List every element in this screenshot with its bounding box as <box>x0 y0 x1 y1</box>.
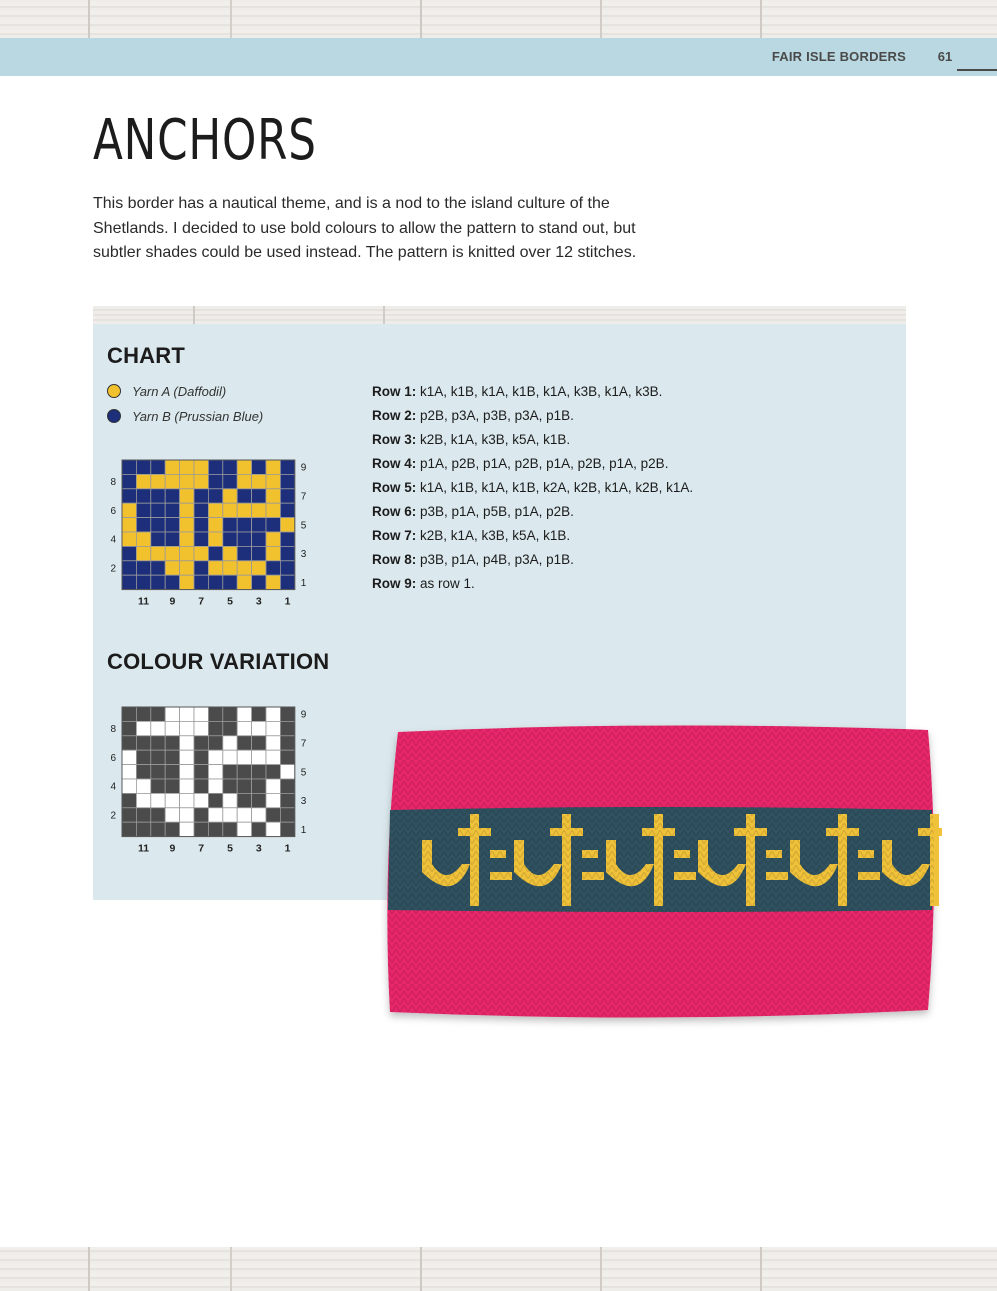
chart-cell <box>165 765 179 779</box>
chart-cell <box>208 518 222 532</box>
chart-cell <box>165 503 179 517</box>
chart-cell <box>208 750 222 764</box>
chart-cell <box>223 518 237 532</box>
chart-cell <box>266 503 280 517</box>
chart-cell <box>122 489 136 503</box>
instruction-row <box>372 452 812 476</box>
chart-cell <box>151 503 165 517</box>
chart-cell <box>208 736 222 750</box>
chart-cell <box>151 460 165 474</box>
instruction-row-label: Row 5: <box>372 480 417 495</box>
chart-cell <box>136 750 150 764</box>
instruction-row-label: Row 4: <box>372 456 417 471</box>
chart-cell <box>180 779 194 793</box>
chart-axis-label: 1 <box>300 577 307 589</box>
chart-cell <box>136 793 150 807</box>
chart-cell <box>194 546 208 560</box>
chart-axis-label: 9 <box>300 709 307 721</box>
chart-cell <box>223 750 237 764</box>
colour-variation-heading: COLOUR VARIATION <box>107 649 330 674</box>
chart-cell <box>252 793 266 807</box>
chart-cell <box>280 575 294 589</box>
chart-cell <box>194 707 208 721</box>
instruction-row-text: p2B, p3A, p3B, p3A, p1B. <box>416 408 574 423</box>
chart-axis-label: 4 <box>110 781 116 793</box>
panel-wood-strip <box>93 306 906 324</box>
chart-cell <box>136 518 150 532</box>
chart-cell <box>252 474 266 488</box>
chart-cell <box>122 546 136 560</box>
chart-axis-label: 7 <box>300 491 307 503</box>
colour-variation-chart <box>100 697 320 857</box>
chart-cell <box>280 721 294 735</box>
chart-cell <box>252 822 266 836</box>
chart-cell <box>165 460 179 474</box>
chart-cell <box>165 546 179 560</box>
chart-cell <box>208 721 222 735</box>
chart-axis-label: 8 <box>110 477 116 489</box>
chart-cell <box>280 707 294 721</box>
chart-cell <box>280 561 294 575</box>
chart-cell <box>280 793 294 807</box>
chart-cell <box>151 561 165 575</box>
chart-cell <box>151 822 165 836</box>
yarn-a-swatch <box>107 384 121 398</box>
chart-axis-label: 3 <box>300 796 307 808</box>
chart-cell <box>151 779 165 793</box>
chart-cell <box>252 489 266 503</box>
chart-cell <box>208 575 222 589</box>
chart-cell <box>122 503 136 517</box>
chart-cell <box>237 532 251 546</box>
chart-axis-label: 3 <box>255 595 262 608</box>
chart-cell <box>194 750 208 764</box>
chart-cell <box>136 546 150 560</box>
chart-axis-label: 9 <box>169 595 176 608</box>
chart-cell <box>208 460 222 474</box>
chart-cell <box>165 518 179 532</box>
chart-axis-label: 3 <box>300 549 307 561</box>
chart-cell <box>266 532 280 546</box>
chart-axis-label: 5 <box>300 767 307 779</box>
chart-cell <box>180 460 194 474</box>
chart-cell <box>122 460 136 474</box>
chart-axis-label: 1 <box>284 595 291 608</box>
instruction-row-text: as row 1. <box>416 576 475 591</box>
chart-cell <box>223 532 237 546</box>
chart-axis-label: 11 <box>138 595 150 608</box>
chart-cell <box>223 546 237 560</box>
chart-axis-label: 1 <box>284 842 291 855</box>
chart-cell <box>194 503 208 517</box>
chart-cell <box>252 736 266 750</box>
chart-cell <box>122 707 136 721</box>
chart-cell <box>194 793 208 807</box>
legend-yarn-b-label: Yarn B (Prussian Blue) <box>132 408 264 424</box>
chart-cell <box>151 575 165 589</box>
chart-cell <box>180 736 194 750</box>
legend-yarn-a <box>107 382 226 400</box>
chart-cell <box>237 765 251 779</box>
chart-cell <box>122 793 136 807</box>
chart-cell <box>136 460 150 474</box>
chart-cell <box>165 532 179 546</box>
chart-cell <box>165 750 179 764</box>
chart-cell <box>165 575 179 589</box>
chart-cell <box>280 779 294 793</box>
chart-cell <box>252 532 266 546</box>
chart-cell <box>237 721 251 735</box>
chart-cell <box>208 546 222 560</box>
chart-cell <box>223 765 237 779</box>
chart-axis-label: 5 <box>227 595 233 608</box>
chart-cell <box>151 765 165 779</box>
chart-cell <box>237 822 251 836</box>
chart-cell <box>266 575 280 589</box>
chart-cell <box>180 707 194 721</box>
chart-cell <box>136 489 150 503</box>
chart-cell <box>266 779 280 793</box>
chart-axis-label: 2 <box>110 563 116 575</box>
chart-cell <box>122 808 136 822</box>
chart-cell <box>136 561 150 575</box>
chart-cell <box>252 460 266 474</box>
chart-axis-label: 6 <box>110 505 116 517</box>
page-number: 61 <box>937 49 953 64</box>
chart-cell <box>180 575 194 589</box>
chart-cell <box>237 518 251 532</box>
chart-cell <box>180 721 194 735</box>
chart-cell <box>122 575 136 589</box>
chart-cell <box>180 822 194 836</box>
chart-cell <box>151 721 165 735</box>
chart-axis-label: 7 <box>198 842 205 855</box>
chart-cell <box>151 736 165 750</box>
chart-cell <box>237 503 251 517</box>
chart-cell <box>122 561 136 575</box>
instruction-row-label: Row 9: <box>372 576 417 591</box>
chart-cell <box>266 489 280 503</box>
chart-heading: CHART <box>107 343 185 368</box>
chart-cell <box>180 518 194 532</box>
chart-cell <box>223 575 237 589</box>
chart-cell <box>165 779 179 793</box>
chart-cell <box>136 474 150 488</box>
chart-cell <box>151 808 165 822</box>
chart-cell <box>237 546 251 560</box>
chart-axis-label: 7 <box>198 595 205 608</box>
chart-axis-label: 1 <box>300 824 307 836</box>
instruction-row-text: k2B, k1A, k3B, k5A, k1B. <box>416 432 571 447</box>
chart-cell <box>266 707 280 721</box>
chart-cell <box>266 808 280 822</box>
chart-cell <box>194 518 208 532</box>
chart-cell <box>280 503 294 517</box>
chart-cell <box>122 532 136 546</box>
chart-cell <box>208 765 222 779</box>
chart-cell <box>280 474 294 488</box>
chart-cell <box>194 474 208 488</box>
chart-cell <box>136 721 150 735</box>
chart-cell <box>223 808 237 822</box>
chart-cell <box>237 561 251 575</box>
chart-cell <box>208 779 222 793</box>
chart-cell <box>237 808 251 822</box>
chart-cell <box>252 808 266 822</box>
chart-cell <box>252 721 266 735</box>
instruction-row <box>372 476 812 500</box>
chart-cell <box>266 474 280 488</box>
chart-cell <box>237 736 251 750</box>
chart-cell <box>136 779 150 793</box>
chart-cell <box>180 503 194 517</box>
wood-background-top <box>0 0 997 38</box>
chart-cell <box>252 750 266 764</box>
chart-cell <box>237 489 251 503</box>
chart-cell <box>223 561 237 575</box>
chart-cell <box>165 489 179 503</box>
instruction-row <box>372 572 812 596</box>
chart-cell <box>194 561 208 575</box>
chart-cell <box>180 808 194 822</box>
chart-cell <box>252 561 266 575</box>
chart-cell <box>194 489 208 503</box>
chart-cell <box>165 822 179 836</box>
wood-background-bottom <box>0 1247 997 1291</box>
chart-cell <box>237 750 251 764</box>
instruction-row <box>372 404 812 428</box>
instruction-row-text: p1A, p2B, p1A, p2B, p1A, p2B, p1A, p2B. <box>416 456 669 471</box>
chart-axis-label: 7 <box>300 738 307 750</box>
chart-cell <box>266 546 280 560</box>
chart-cell <box>151 707 165 721</box>
chart-cell <box>280 736 294 750</box>
chart-cell <box>151 532 165 546</box>
chart-cell <box>122 721 136 735</box>
chart-cell <box>194 460 208 474</box>
chart-cell <box>136 765 150 779</box>
instruction-row <box>372 500 812 524</box>
chart-cell <box>194 765 208 779</box>
chart-cell <box>122 736 136 750</box>
chart-cell <box>237 707 251 721</box>
chart-cell <box>280 532 294 546</box>
page-number-rule <box>957 69 997 71</box>
chart-cell <box>151 518 165 532</box>
chart-cell <box>122 779 136 793</box>
chart-cell <box>223 460 237 474</box>
instruction-row <box>372 548 812 572</box>
instruction-row <box>372 428 812 452</box>
instruction-row-label: Row 3: <box>372 432 417 447</box>
chart-axis-label: 9 <box>169 842 176 855</box>
instruction-row <box>372 380 812 404</box>
chart-axis-label: 5 <box>227 842 233 855</box>
instruction-row-label: Row 7: <box>372 528 417 543</box>
chart-cell <box>280 750 294 764</box>
chart-axis-label: 2 <box>110 810 116 822</box>
chart-cell <box>136 808 150 822</box>
chart-cell <box>280 460 294 474</box>
instruction-row-label: Row 6: <box>372 504 417 519</box>
chart-cell <box>165 561 179 575</box>
chart-cell <box>165 793 179 807</box>
chart-axis-label: 3 <box>255 842 262 855</box>
chart-cell <box>180 765 194 779</box>
page-title: ANCHORS <box>93 108 317 173</box>
chart-cell <box>136 503 150 517</box>
chart-cell <box>180 532 194 546</box>
chart-cell <box>136 707 150 721</box>
chart-cell <box>194 808 208 822</box>
chart-cell <box>252 779 266 793</box>
chart-cell <box>208 532 222 546</box>
chart-cell <box>208 503 222 517</box>
knitted-swatch-photo <box>380 718 942 1030</box>
instruction-row-text: k2B, k1A, k3B, k5A, k1B. <box>416 528 571 543</box>
chart-cell <box>194 721 208 735</box>
chart-cell <box>266 765 280 779</box>
instruction-row-label: Row 2: <box>372 408 417 423</box>
chart-cell <box>208 489 222 503</box>
chart-cell <box>208 474 222 488</box>
chart-cell <box>252 518 266 532</box>
chart-cell <box>223 489 237 503</box>
chart-cell <box>194 822 208 836</box>
chart-cell <box>122 765 136 779</box>
chart-cell <box>237 575 251 589</box>
chart-cell <box>237 460 251 474</box>
chart-cell <box>223 707 237 721</box>
chart-cell <box>223 793 237 807</box>
instruction-row-text: k1A, k1B, k1A, k1B, k1A, k3B, k1A, k3B. <box>416 384 663 399</box>
chart-cell <box>194 532 208 546</box>
chart-cell <box>194 575 208 589</box>
chart-cell <box>180 793 194 807</box>
chart-cell <box>252 503 266 517</box>
chart-cell <box>194 736 208 750</box>
chart-cell <box>165 808 179 822</box>
chart-axis-label: 4 <box>110 534 116 546</box>
chart-cell <box>252 707 266 721</box>
chart-cell <box>122 822 136 836</box>
chart-cell <box>165 474 179 488</box>
chart-cell <box>223 721 237 735</box>
chart-cell <box>237 793 251 807</box>
chart-cell <box>266 793 280 807</box>
chart-cell <box>136 532 150 546</box>
chart-cell <box>223 779 237 793</box>
instruction-row <box>372 524 812 548</box>
chart-cell <box>266 736 280 750</box>
chart-cell <box>266 561 280 575</box>
chart-cell <box>208 561 222 575</box>
chart-cell <box>252 765 266 779</box>
chart-cell <box>122 474 136 488</box>
chart-cell <box>194 779 208 793</box>
instruction-row-label: Row 8: <box>372 552 417 567</box>
chart-cell <box>136 822 150 836</box>
chart-cell <box>237 474 251 488</box>
chart-cell <box>136 575 150 589</box>
chart-cell <box>266 750 280 764</box>
chart-cell <box>280 489 294 503</box>
chart-axis-label: 5 <box>300 520 307 532</box>
chart-cell <box>151 489 165 503</box>
chart-cell <box>165 721 179 735</box>
chart-cell <box>223 474 237 488</box>
chart-cell <box>151 546 165 560</box>
chart-axis-label: 9 <box>300 462 307 474</box>
chart-cell <box>266 518 280 532</box>
chart-cell <box>223 503 237 517</box>
chart-axis-label: 8 <box>110 724 116 736</box>
chart-cell <box>208 822 222 836</box>
chart-cell <box>165 736 179 750</box>
instruction-row-text: p3B, p1A, p5B, p1A, p2B. <box>416 504 574 519</box>
chart-cell <box>280 808 294 822</box>
chart-cell <box>237 779 251 793</box>
chart-cell <box>165 707 179 721</box>
chart-axis-label: 11 <box>138 842 150 855</box>
chart-axis-label: 6 <box>110 752 116 764</box>
instruction-row-text: k1A, k1B, k1A, k1B, k2A, k2B, k1A, k2B, k1A. <box>416 480 694 495</box>
chart-cell <box>266 721 280 735</box>
chart-cell <box>208 793 222 807</box>
legend-yarn-b <box>107 407 263 425</box>
chart-cell <box>208 808 222 822</box>
yarn-b-swatch <box>107 409 121 423</box>
intro-paragraph: This border has a nautical theme, and is a nod to the island culture of the Shetlands. I decided to use bold colours to allow the pattern to stand out, but subtler shades could be used instead. The pattern is knitted over 12 stitches. <box>93 195 637 261</box>
chart-cell <box>180 750 194 764</box>
chart-cell <box>151 793 165 807</box>
row-instructions <box>372 380 812 596</box>
chart-cell <box>122 750 136 764</box>
instruction-row-label: Row 1: <box>372 384 417 399</box>
chart-cell <box>208 707 222 721</box>
chart-cell <box>266 460 280 474</box>
chart-cell <box>223 822 237 836</box>
running-title: FAIR ISLE BORDERS <box>771 49 906 64</box>
chart-cell <box>252 546 266 560</box>
chart-cell <box>280 546 294 560</box>
chart-cell <box>223 736 237 750</box>
anchor-chart <box>100 450 320 610</box>
legend-yarn-a-label: Yarn A (Daffodil) <box>132 383 227 399</box>
chart-cell <box>151 474 165 488</box>
chart-cell <box>280 822 294 836</box>
chart-cell <box>151 750 165 764</box>
instruction-row-text: p3B, p1A, p4B, p3A, p1B. <box>416 552 574 567</box>
chart-cell <box>180 561 194 575</box>
chart-cell <box>136 736 150 750</box>
chart-cell <box>180 489 194 503</box>
chart-cell <box>122 518 136 532</box>
chart-cell <box>180 546 194 560</box>
chart-cell <box>280 518 294 532</box>
chart-cell <box>252 575 266 589</box>
chart-cell <box>280 765 294 779</box>
chart-cell <box>266 822 280 836</box>
chart-cell <box>180 474 194 488</box>
